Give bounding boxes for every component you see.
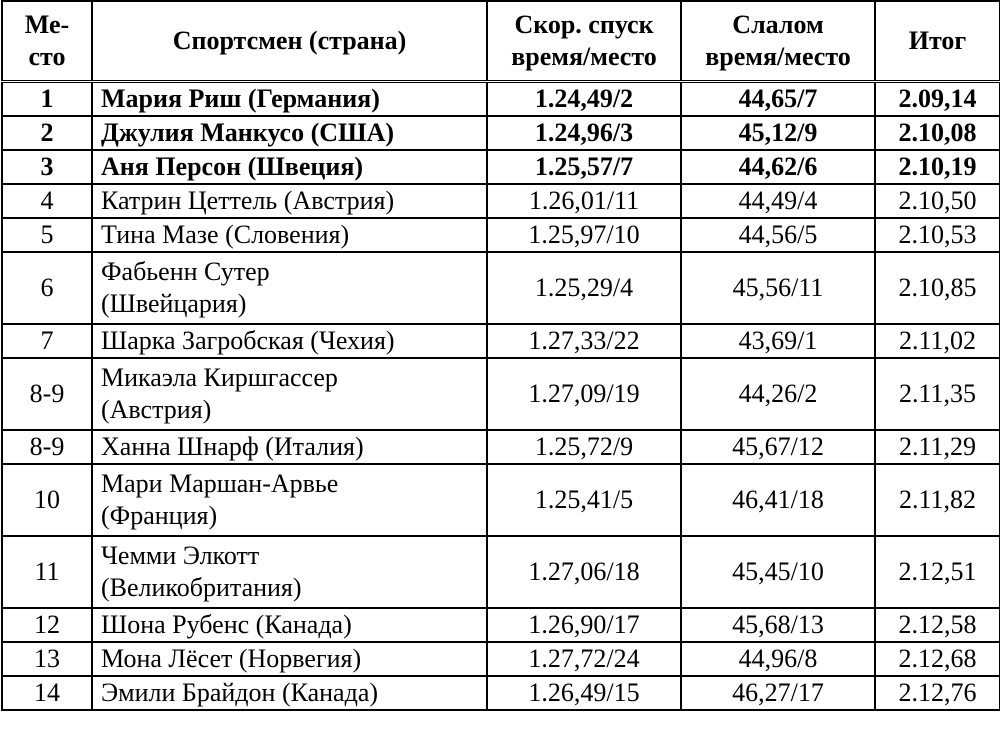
slalom-cell: 44,26/2 xyxy=(681,358,875,430)
downhill-cell: 1.26,90/17 xyxy=(487,608,681,642)
table-row xyxy=(2,642,1000,676)
table-row xyxy=(2,676,1000,710)
slalom-cell: 44,49/4 xyxy=(681,184,875,218)
place-cell: 7 xyxy=(2,324,92,358)
downhill-cell: 1.24,49/2 xyxy=(487,82,681,117)
athlete-cell: Эмили Брайдон (Канада) xyxy=(92,676,487,710)
downhill-cell: 1.25,97/10 xyxy=(487,218,681,252)
total-cell: 2.10,53 xyxy=(875,218,1000,252)
header-slalom: Слалом время/место xyxy=(681,1,875,82)
athlete-cell: Мари Маршан-Арвье (Франция) xyxy=(92,464,487,536)
place-cell: 5 xyxy=(2,218,92,252)
table-row xyxy=(2,184,1000,218)
header-place: Ме- сто xyxy=(2,1,92,82)
place-cell: 8-9 xyxy=(2,430,92,464)
total-cell: 2.12,58 xyxy=(875,608,1000,642)
downhill-cell: 1.27,09/19 xyxy=(487,358,681,430)
total-cell: 2.12,76 xyxy=(875,676,1000,710)
athlete-cell: Фабьенн Сутер (Швейцария) xyxy=(92,252,487,324)
slalom-cell: 44,65/7 xyxy=(681,82,875,117)
downhill-cell: 1.25,72/9 xyxy=(487,430,681,464)
total-cell: 2.10,08 xyxy=(875,116,1000,150)
header-row xyxy=(2,1,1000,82)
place-cell: 1 xyxy=(2,82,92,117)
table-row xyxy=(2,218,1000,252)
table-header xyxy=(2,1,1000,82)
place-cell: 2 xyxy=(2,116,92,150)
place-cell: 8-9 xyxy=(2,358,92,430)
total-cell: 2.11,02 xyxy=(875,324,1000,358)
place-cell: 11 xyxy=(2,536,92,608)
downhill-cell: 1.26,49/15 xyxy=(487,676,681,710)
table-body xyxy=(2,82,1000,711)
place-cell: 3 xyxy=(2,150,92,184)
slalom-cell: 45,12/9 xyxy=(681,116,875,150)
athlete-cell: Джулия Манкусо (США) xyxy=(92,116,487,150)
slalom-cell: 44,56/5 xyxy=(681,218,875,252)
place-cell: 14 xyxy=(2,676,92,710)
slalom-cell: 45,45/10 xyxy=(681,536,875,608)
slalom-cell: 45,67/12 xyxy=(681,430,875,464)
table-row xyxy=(2,358,1000,430)
downhill-cell: 1.27,72/24 xyxy=(487,642,681,676)
table-row xyxy=(2,150,1000,184)
total-cell: 2.10,85 xyxy=(875,252,1000,324)
athlete-cell: Шона Рубенс (Канада) xyxy=(92,608,487,642)
downhill-cell: 1.27,06/18 xyxy=(487,536,681,608)
total-cell: 2.10,50 xyxy=(875,184,1000,218)
downhill-cell: 1.25,29/4 xyxy=(487,252,681,324)
downhill-cell: 1.24,96/3 xyxy=(487,116,681,150)
place-cell: 10 xyxy=(2,464,92,536)
athlete-cell: Тина Мазе (Словения) xyxy=(92,218,487,252)
table-row xyxy=(2,252,1000,324)
table-row xyxy=(2,324,1000,358)
downhill-cell: 1.25,41/5 xyxy=(487,464,681,536)
total-cell: 2.11,29 xyxy=(875,430,1000,464)
table-row xyxy=(2,430,1000,464)
place-cell: 12 xyxy=(2,608,92,642)
athlete-cell: Шарка Загробская (Чехия) xyxy=(92,324,487,358)
place-cell: 4 xyxy=(2,184,92,218)
total-cell: 2.09,14 xyxy=(875,82,1000,117)
table-row xyxy=(2,82,1000,117)
total-cell: 2.11,82 xyxy=(875,464,1000,536)
slalom-cell: 46,27/17 xyxy=(681,676,875,710)
table-row xyxy=(2,608,1000,642)
downhill-cell: 1.27,33/22 xyxy=(487,324,681,358)
athlete-cell: Катрин Цеттель (Австрия) xyxy=(92,184,487,218)
athlete-cell: Микаэла Киршгассер (Австрия) xyxy=(92,358,487,430)
athlete-cell: Ханна Шнарф (Италия) xyxy=(92,430,487,464)
place-cell: 13 xyxy=(2,642,92,676)
athlete-cell: Мария Риш (Германия) xyxy=(92,82,487,117)
total-cell: 2.12,51 xyxy=(875,536,1000,608)
slalom-cell: 44,62/6 xyxy=(681,150,875,184)
place-cell: 6 xyxy=(2,252,92,324)
athlete-cell: Мона Лёсет (Норвегия) xyxy=(92,642,487,676)
results-table xyxy=(1,0,1000,711)
downhill-cell: 1.25,57/7 xyxy=(487,150,681,184)
slalom-cell: 45,56/11 xyxy=(681,252,875,324)
table-row xyxy=(2,536,1000,608)
total-cell: 2.12,68 xyxy=(875,642,1000,676)
total-cell: 2.10,19 xyxy=(875,150,1000,184)
slalom-cell: 45,68/13 xyxy=(681,608,875,642)
slalom-cell: 44,96/8 xyxy=(681,642,875,676)
total-cell: 2.11,35 xyxy=(875,358,1000,430)
header-total: Итог xyxy=(875,1,1000,82)
athlete-cell: Чемми Элкотт (Великобритания) xyxy=(92,536,487,608)
header-athlete: Спортсмен (страна) xyxy=(92,1,487,82)
downhill-cell: 1.26,01/11 xyxy=(487,184,681,218)
table-row xyxy=(2,464,1000,536)
athlete-cell: Аня Персон (Швеция) xyxy=(92,150,487,184)
slalom-cell: 46,41/18 xyxy=(681,464,875,536)
slalom-cell: 43,69/1 xyxy=(681,324,875,358)
table-row xyxy=(2,116,1000,150)
header-downhill: Скор. спуск время/место xyxy=(487,1,681,82)
